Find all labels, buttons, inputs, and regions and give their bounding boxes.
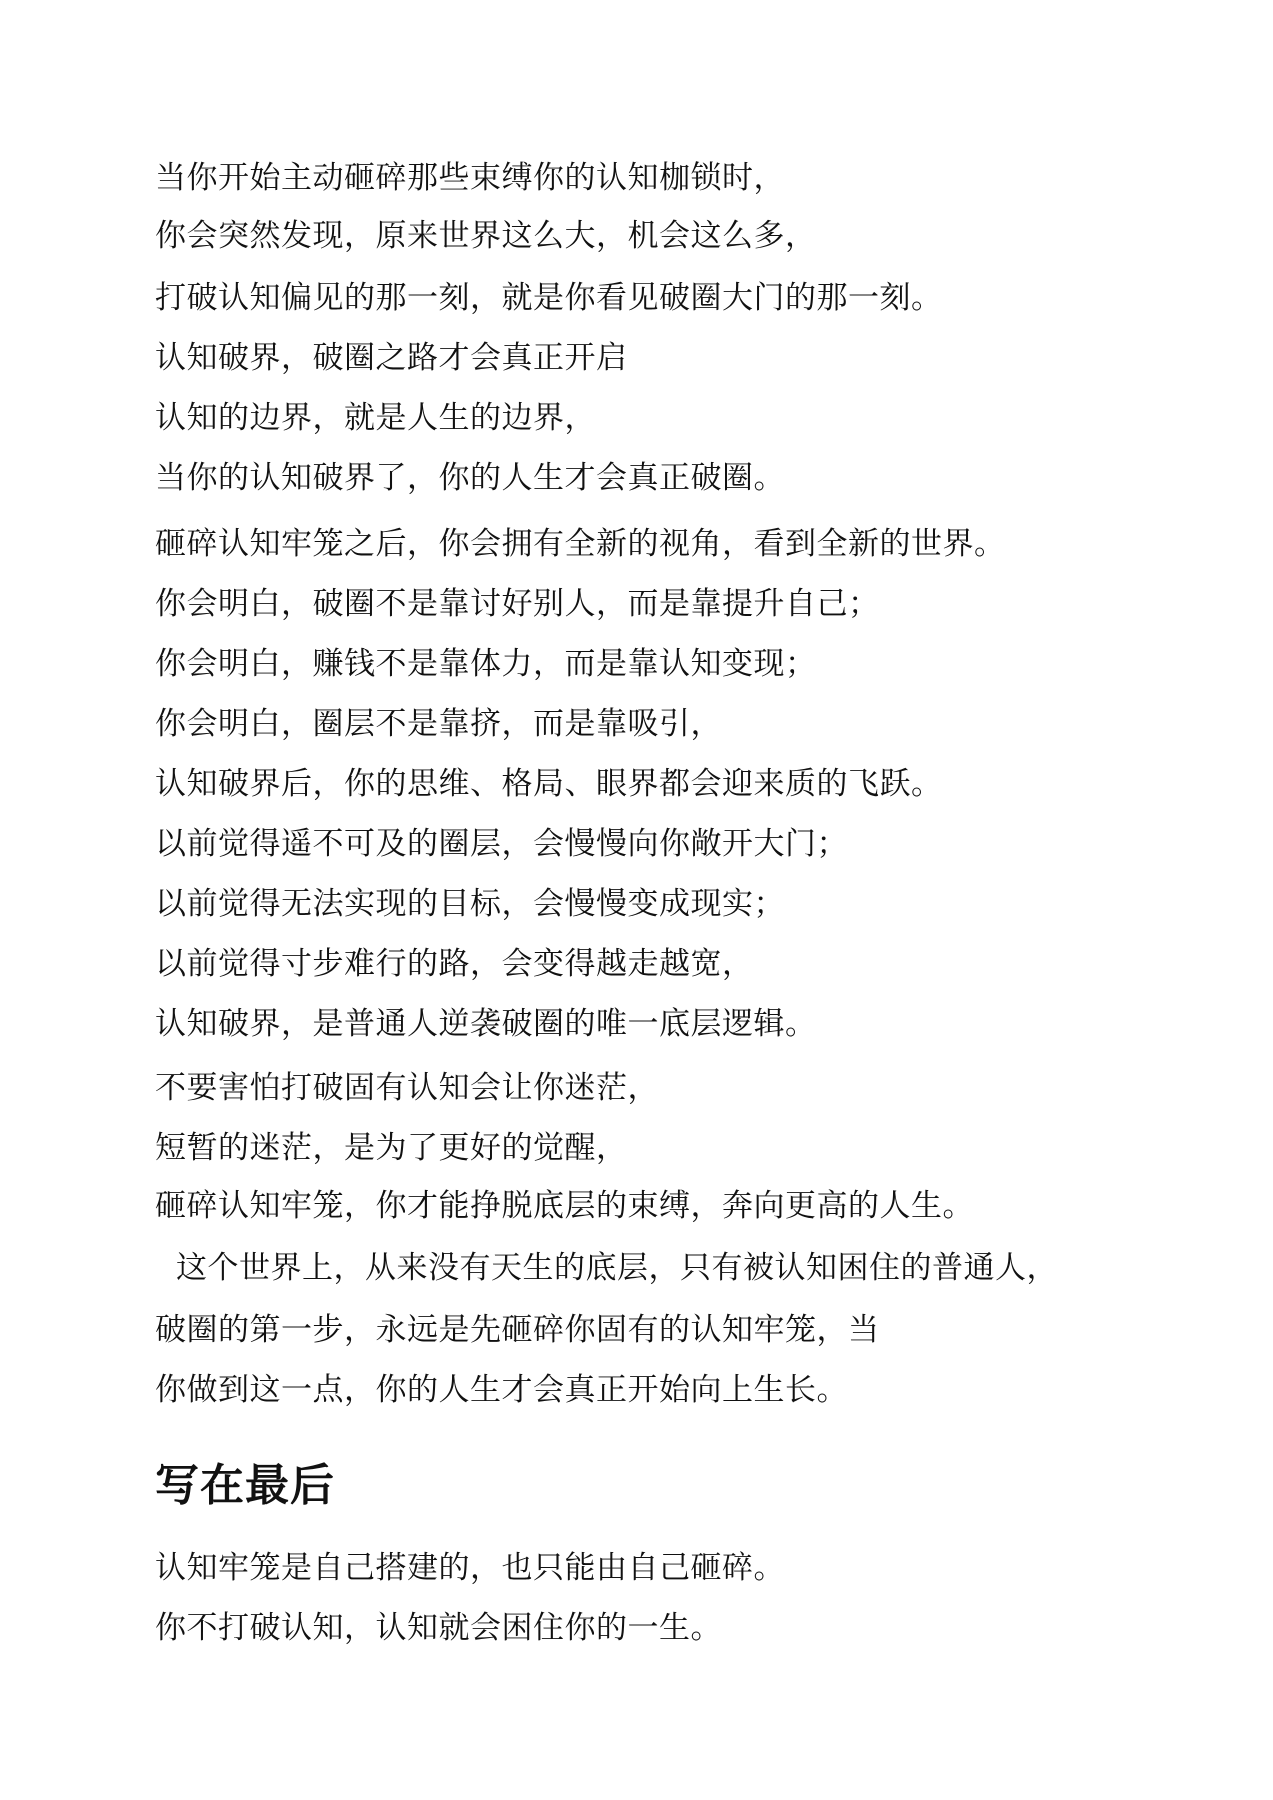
paragraph-line-12: 以前觉得遥不可及的圈层，会慢慢向你敞开大门； bbox=[155, 826, 848, 862]
paragraph-line-18: 砸碎认知牢笼，你才能挣脱底层的束缚，奔向更高的人生。 bbox=[155, 1188, 974, 1224]
closing-line-2: 你不打破认知，认知就会困住你的一生。 bbox=[155, 1610, 722, 1646]
section-title: 写在最后 bbox=[155, 1460, 335, 1511]
paragraph-line-21: 你做到这一点，你的人生才会真正开始向上生长。 bbox=[155, 1372, 848, 1408]
paragraph-line-17: 短暂的迷茫，是为了更好的觉醒， bbox=[155, 1130, 628, 1166]
paragraph-line-8: 你会明白，破圈不是靠讨好别人，而是靠提升自己； bbox=[155, 586, 880, 622]
paragraph-line-16: 不要害怕打破固有认知会让你迷茫， bbox=[155, 1070, 659, 1106]
paragraph-line-4: 认知破界，破圈之路才会真正开启 bbox=[155, 340, 628, 376]
paragraph-line-7: 砸碎认知牢笼之后，你会拥有全新的视角，看到全新的世界。 bbox=[155, 526, 1006, 562]
paragraph-line-3: 打破认知偏见的那一刻，就是你看见破圈大门的那一刻。 bbox=[155, 280, 943, 316]
paragraph-line-6: 当你的认知破界了，你的人生才会真正破圈。 bbox=[155, 460, 785, 496]
paragraph-line-5: 认知的边界，就是人生的边界， bbox=[155, 400, 596, 436]
paragraph-line-11: 认知破界后，你的思维、格局、眼界都会迎来质的飞跃。 bbox=[155, 766, 943, 802]
paragraph-line-15: 认知破界，是普通人逆袭破圈的唯一底层逻辑。 bbox=[155, 1006, 817, 1042]
paragraph-line-20: 破圈的第一步，永远是先砸碎你固有的认知牢笼，当 bbox=[155, 1312, 880, 1348]
paragraph-line-2: 你会突然发现，原来世界这么大，机会这么多， bbox=[155, 218, 817, 254]
paragraph-line-14: 以前觉得寸步难行的路，会变得越走越宽， bbox=[155, 946, 754, 982]
paragraph-line-13: 以前觉得无法实现的目标，会慢慢变成现实； bbox=[155, 886, 785, 922]
paragraph-line-19: 这个世界上，从来没有天生的底层，只有被认知困住的普通人， bbox=[176, 1250, 1058, 1286]
closing-line-1: 认知牢笼是自己搭建的，也只能由自己砸碎。 bbox=[155, 1550, 785, 1586]
paragraph-line-10: 你会明白，圈层不是靠挤，而是靠吸引， bbox=[155, 706, 722, 742]
paragraph-line-9: 你会明白，赚钱不是靠体力，而是靠认知变现； bbox=[155, 646, 817, 682]
paragraph-line-1: 当你开始主动砸碎那些束缚你的认知枷锁时， bbox=[155, 160, 785, 196]
